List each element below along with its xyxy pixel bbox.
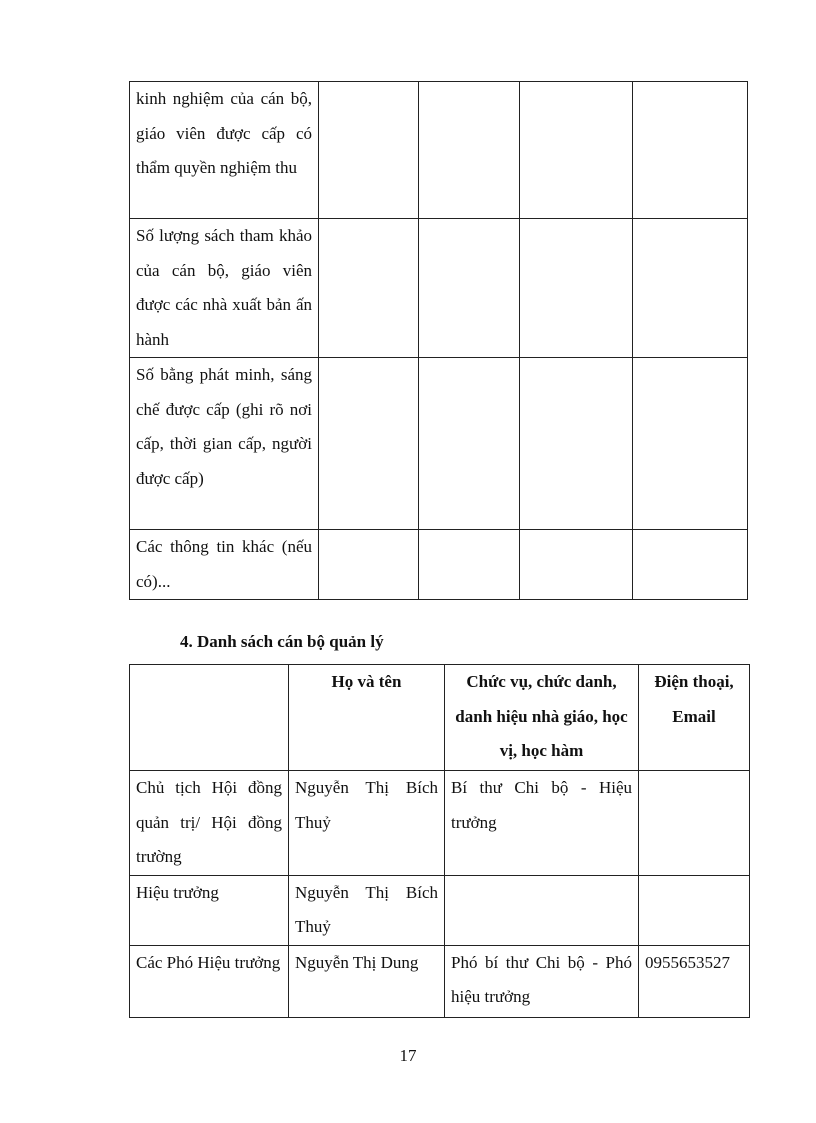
table-cell bbox=[419, 82, 520, 219]
role-cell: Các Phó Hiệu trưởng bbox=[130, 945, 289, 1017]
table-cell bbox=[520, 219, 633, 358]
table-cell bbox=[633, 530, 748, 600]
statistics-table-continued bbox=[129, 81, 748, 600]
table-cell bbox=[419, 530, 520, 600]
row-label: Số lượng sách tham khảo của cán bộ, giáo viên được các nhà xuất bản ấn hành bbox=[130, 219, 319, 358]
position-cell: Bí thư Chi bộ - Hiệu trưởng bbox=[445, 771, 639, 876]
table-cell bbox=[520, 82, 633, 219]
table-cell bbox=[319, 82, 419, 219]
column-header: Họ và tên bbox=[289, 665, 445, 771]
contact-cell bbox=[639, 875, 750, 945]
table-row bbox=[130, 945, 750, 1017]
page-number: 17 bbox=[399, 1046, 417, 1065]
contact-cell bbox=[639, 771, 750, 876]
column-header bbox=[130, 665, 289, 771]
table-row bbox=[130, 219, 748, 358]
contact-cell: 0955653527 bbox=[639, 945, 750, 1017]
table-cell bbox=[633, 358, 748, 530]
table-row bbox=[130, 771, 750, 876]
table-cell bbox=[419, 219, 520, 358]
table-cell bbox=[419, 358, 520, 530]
position-cell bbox=[445, 875, 639, 945]
name-cell: Nguyễn Thị Dung bbox=[289, 945, 445, 1017]
section-heading: 4. Danh sách cán bộ quản lý bbox=[180, 632, 384, 651]
role-cell: Chủ tịch Hội đồng quản trị/ Hội đồng trường bbox=[130, 771, 289, 876]
table-row bbox=[130, 530, 748, 600]
table-header-row bbox=[130, 665, 750, 771]
name-cell: Nguyễn Thị Bích Thuỷ bbox=[289, 771, 445, 876]
column-header: Điện thoại, Email bbox=[639, 665, 750, 771]
table-cell bbox=[520, 530, 633, 600]
position-cell: Phó bí thư Chi bộ - Phó hiệu trưởng bbox=[445, 945, 639, 1017]
table-row bbox=[130, 358, 748, 530]
table-row bbox=[130, 875, 750, 945]
table-cell bbox=[520, 358, 633, 530]
table-cell bbox=[319, 358, 419, 530]
table-row bbox=[130, 82, 748, 219]
table-cell bbox=[633, 219, 748, 358]
row-label: Số bằng phát minh, sáng chế được cấp (ghi rõ nơi cấp, thời gian cấp, người được cấp) bbox=[130, 358, 319, 530]
management-staff-table bbox=[129, 664, 750, 1018]
column-header: Chức vụ, chức danh, danh hiệu nhà giáo, học vị, học hàm bbox=[445, 665, 639, 771]
table-cell bbox=[633, 82, 748, 219]
role-cell: Hiệu trưởng bbox=[130, 875, 289, 945]
row-label: kinh nghiệm của cán bộ, giáo viên được cấp có thẩm quyền nghiệm thu bbox=[130, 82, 319, 219]
table-cell bbox=[319, 530, 419, 600]
name-cell: Nguyễn Thị Bích Thuỷ bbox=[289, 875, 445, 945]
row-label: Các thông tin khác (nếu có)... bbox=[130, 530, 319, 600]
table-cell bbox=[319, 219, 419, 358]
